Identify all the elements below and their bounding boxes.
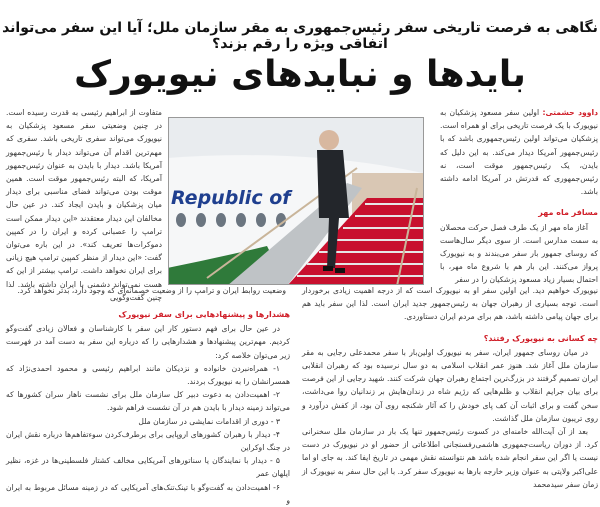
section-title-warnings: هشدارها و پیشنهادهایی برای سفر نیویورک [118,310,290,319]
section-mehr-body-continued: نیویورک خواهیم دید. این اولین سفر او به نیویورک است که از درجه اهمیت زیادی برخوردار است. توجه بسیاری از رهبران جهان به رئیس‌جمهور جدید ایران است. لذا این سفر باید هم برای جهان پیامی داشته باشد، هم برای مردم ایران دستاوردی. [302,286,598,322]
right-column-top [440,106,598,287]
left-tail-line: وضعیت روابط ایران و ترامپ را از وضعیت خصمانه‌ای که وجود دارد، بدتر نخواهد کرد. [17,286,286,295]
section-warnings-intro: در عین حال برای فهم دستور کار این سفر با کارشناسان و فعالان زیادی گفت‌وگو کردیم. مهم‌ترین پیشنهادها و هشدارهایی را که درباره این سفر به دست آمد در فهرست زیر می‌توان خلاصه کرد: [6,324,290,360]
left-column-bottom [6,300,290,507]
photo-illustration [168,118,423,285]
left-body: متفاوت از ابراهیم رئیسی به قدرت رسیده است. در چنین وضعیتی سفر مسعود پزشکیان به نیویورک می‌تواند سفری تاریخی باشد. سفری که مهم‌ترین اقدام آن می‌تواند دیدار با رئیس‌جمهور آمریکا باشد. دیدار با بایدن به عنوان رئیس‌جمهور آمریکا، که البته رئیس‌جمهور موقت است. همین موقت بودن می‌تواند فضای مناسبی برای دیدار میان پزشکیان و بایدن ایجاد کند. در عین حال مخالفان این دیدار معتقدند «این دیدار ممکن است ترامپ را عصبانی کرده و ایران را در کمپین دموکرات‌ها تعریف کند». در این باره می‌توان گفت: «این دیدار از منظر کمپین ترامپ هیچ زیانی برای ایران نخواهد داشت. ترامپ بیشتر از این که هست نمی‌تواند دشمنی با ایران داشته باشد. لذا چنین گفت‌وگویی [6,108,162,302]
warning-item: ۶- اهمیت‌دادن به گفت‌وگو با تینک‌تنک‌های آمریکایی که در زمینه مسائل مربوط به ایران و [6,482,290,505]
section-who-went-p2: بعد از آن آیت‌الله خامنه‌ای در کسوت رئیس‌جمهور تنها یک بار در سازمان ملل سخنرانی کرد. از دوران ریاست‌جمهوری هاشمی‌رفسنجانی اطلاعاتی از حضور او در نیویورک در دست نیست یا اگر این سفر انجام شده باشد هم نتوانسته نقش مهمی در تاریخ ایفا کند. به جای او اما علی‌اکبر ولایتی به عنوان وزیر خارجه بارها به نیویورک سفر کرد. با این حال سفر به نیویورک از زمان سفر سیدمحمد [302,427,598,489]
article-photo [168,117,424,285]
section-title-who-went: چه کسانی به نیویورک رفتند؟ [483,333,598,343]
section-mehr-body: آغاز ماه مهر از یک طرف فصل حرکت محصلان به سمت مدارس است. از سوی دیگر سال‌هاست که روسای جمهور بار سفر می‌بندند و به نیویورک پرواز می‌کنند. این بار هم با شروع ماه مهر، با احتمال بسیار زیاد مسعود پزشکیان را در سفر [440,222,598,285]
aircraft-lettering: Republic of [171,187,291,209]
right-column-bottom [302,284,598,491]
author-byline: داوود حشمتی: [542,108,599,117]
left-column-top [6,106,162,304]
intro-paragraph: اولین سفر مسعود پزشکیان به نیویورک با یک فرصت تاریخی برای او همراه است. پزشکیان می‌تواند اولین رئیس‌جمهوری باشد که با رئیس‌جمهور آمریکا دیدار می‌کند. به این دلیل که بایدن، یک رئیس‌جمهور موقت است، نه رئیس‌جمهوری که قدرتش در آمریکا ادامه داشته باشد. [440,108,598,197]
warning-item: ۱- همراه‌نبردن خانواده و نزدیکان مانند ابراهیم رئیسی و محمود احمدی‌نژاد که همسرانشان را به نیویورک بردند. [6,363,290,387]
warning-item: ۵ - دیدار با نمایندگان یا سناتورهای آمریکایی مخالف کشتار فلسطینی‌ها در غزه، نظیر ایلهان عمر [6,456,290,479]
article-headline: بایدها و نبایدهای نیویورک [74,54,526,95]
warning-item: ۴- دیدار با رهبران کشورهای اروپایی برای برطرف‌کردن سوءتفاهم‌ها درباره نقش ایران در جنگ اوکراین [6,429,290,453]
left-column-tail [6,284,286,297]
article-kicker: نگاهی به فرصت تاریخی سفر رئیس‌جمهوری به مقر سازمان ملل؛ آیا این سفر می‌تواند اتفاقی ویژه را رقم بزند؟ [2,20,598,52]
section-title-mehr: مسافر ماه مهر [538,208,598,218]
warning-item: ۳ - دوری از اقدامات نمایشی در سازمان ملل [138,416,280,426]
section-who-went-p1: در میان روسای جمهور ایران، سفر به نیویورک اولین‌بار با سفر محمدعلی رجایی به مقر سازمان ملل آغاز شد. هنوز عمر انقلاب اسلامی به دو سال نرسیده بود که رهبران انقلابی ایران تصمیم گرفتند در بزرگ‌ترین اجتماع رهبران جهان شرکت کنند. شهید رجایی از این فرصت برای بیان جرایم انقلاب و ظلم‌هایی که رژیم شاه در زندان‌هایش بر زندانیان روا می‌داشت، سخن گفت و برای اثبات آن کف پای خودش را که آثار شکنجه روی آن بود، از کفش درآورد و روی تریبون سازمان ملل گذاشت. [302,347,598,423]
warning-item: ۲- اهمیت‌دادن به دعوت دبیر کل سازمان ملل برای نشست ناهار سران کشورها که می‌تواند زمینه دیدار با بایدن هم در آن نشست فراهم شود. [6,390,290,413]
